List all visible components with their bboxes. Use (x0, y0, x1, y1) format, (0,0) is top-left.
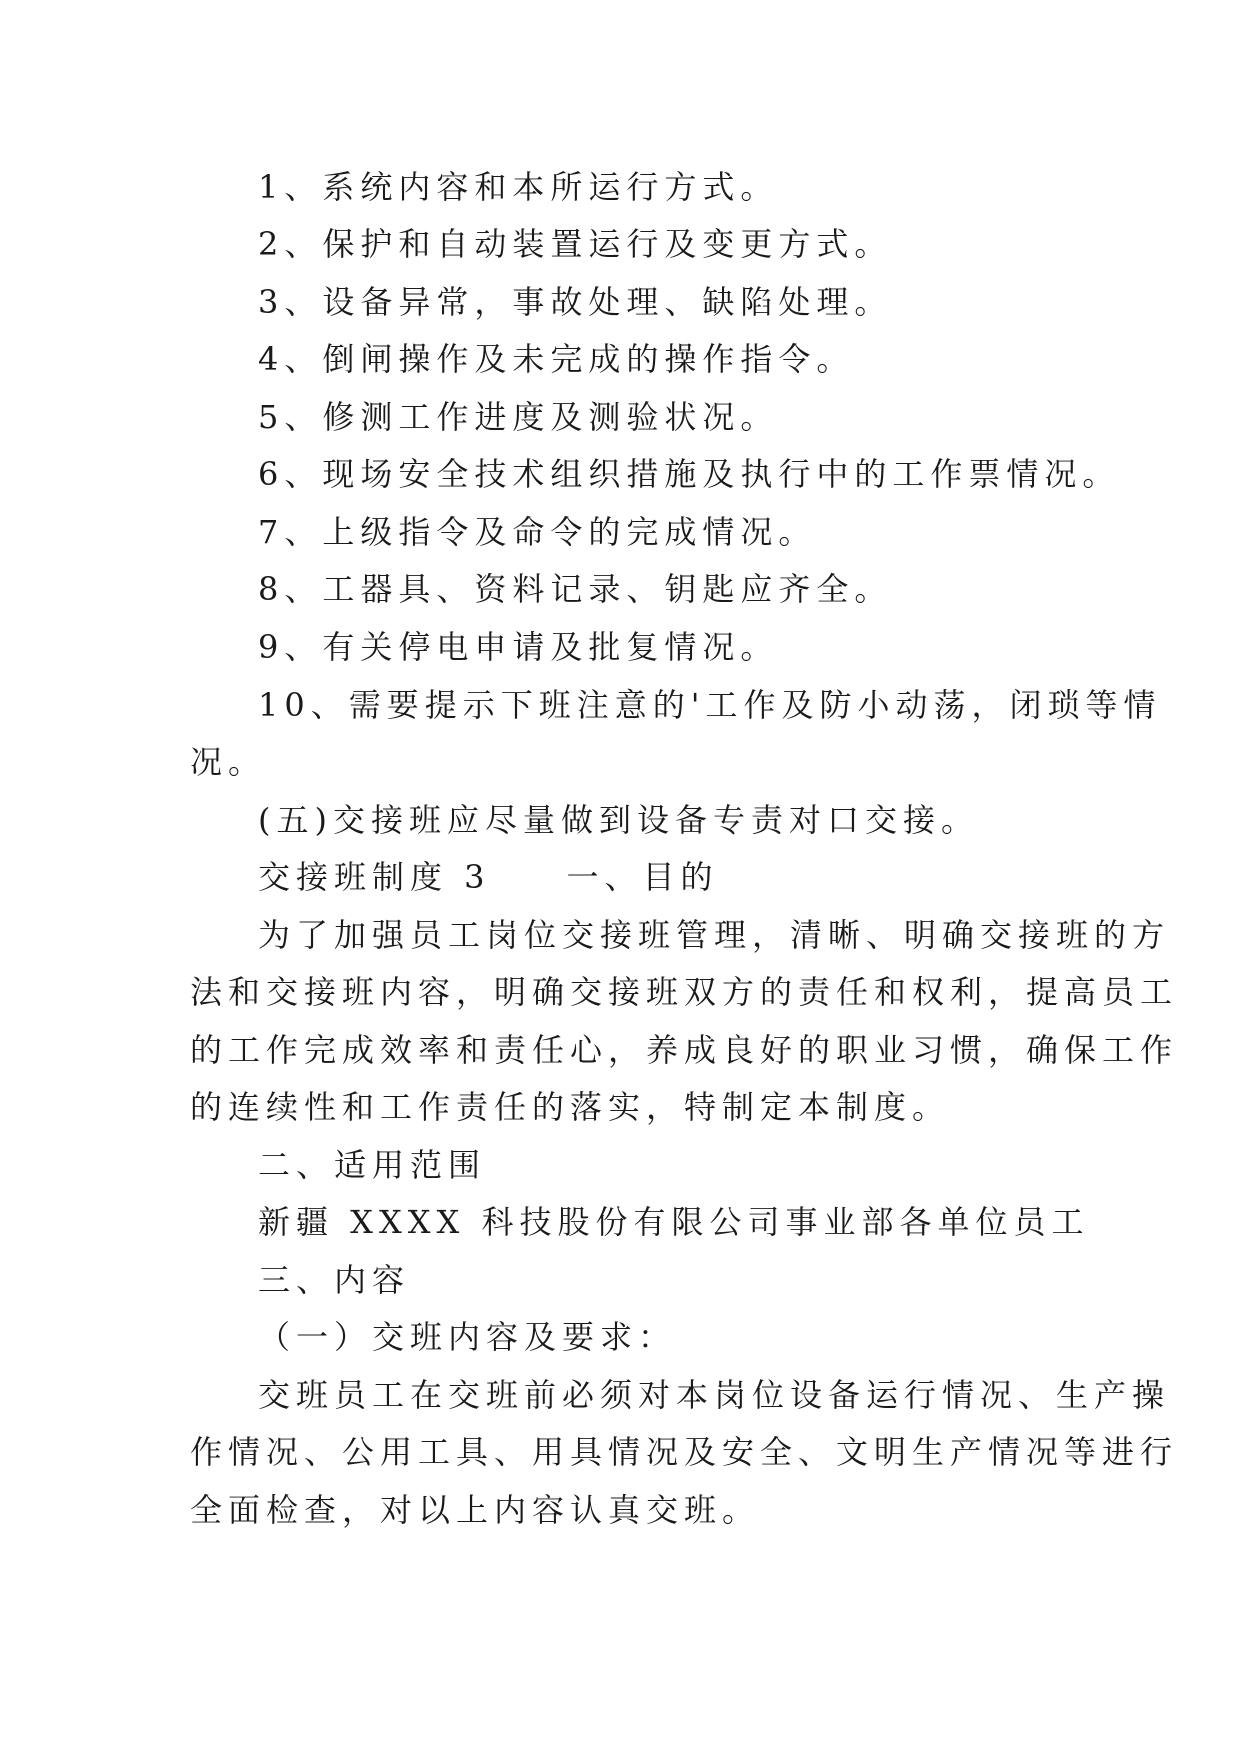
paragraph-handover-line-2: 作情况、公用工具、用具情况及安全、文明生产情况等进行 (190, 1433, 1179, 1471)
section-heading-scope: 二、适用范围 (258, 1146, 487, 1184)
paragraph-purpose-line-1: 为了加强员工岗位交接班管理，清晰、明确交接班的方 (258, 916, 1171, 954)
paragraph-purpose-line-3: 的工作完成效率和责任心，养成良好的职业习惯，确保工作 (190, 1031, 1179, 1069)
paragraph-handover-line-3: 全面检查，对以上内容认真交班。 (190, 1491, 761, 1529)
paragraph-purpose-line-2: 法和交接班内容，明确交接班双方的责任和权利，提高员工 (190, 973, 1179, 1011)
list-item-6: 6、现场安全技术组织措施及执行中的工作票情况。 (258, 455, 1121, 493)
list-item-9: 9、有关停电申请及批复情况。 (258, 628, 779, 666)
list-item-5: 5、修测工作进度及测验状况。 (258, 398, 779, 436)
list-item-1: 1、系统内容和本所运行方式。 (258, 168, 779, 206)
list-item-8: 8、工器具、资料记录、钥匙应齐全。 (258, 570, 893, 608)
paragraph-handover-line-1: 交班员工在交班前必须对本岗位设备运行情况、生产操 (258, 1376, 1171, 1414)
paragraph-handover-counterpart: (五)交接班应尽量做到设备专责对口交接。 (258, 801, 979, 839)
paragraph-scope: 新疆 XXXX 科技股份有限公司事业部各单位员工 (258, 1203, 1090, 1241)
list-item-10: 10、需要提示下班注意的'工作及防小动荡，闭琐等情 (258, 686, 1162, 724)
section-heading-content: 三、内容 (258, 1261, 411, 1299)
list-item-7: 7、上级指令及命令的完成情况。 (258, 513, 817, 551)
section-heading-system-3: 交接班制度 3 一、目的 (258, 858, 719, 896)
list-item-10-continuation: 况。 (190, 743, 267, 781)
paragraph-purpose-line-4: 的连续性和工作责任的落实，特制定本制度。 (190, 1088, 951, 1126)
list-item-3: 3、设备异常，事故处理、缺陷处理。 (258, 283, 893, 321)
list-item-4: 4、倒闸操作及未完成的操作指令。 (258, 340, 855, 378)
list-item-2: 2、保护和自动装置运行及变更方式。 (258, 225, 893, 263)
subheading-handover-requirements: （一）交班内容及要求： (258, 1318, 677, 1356)
